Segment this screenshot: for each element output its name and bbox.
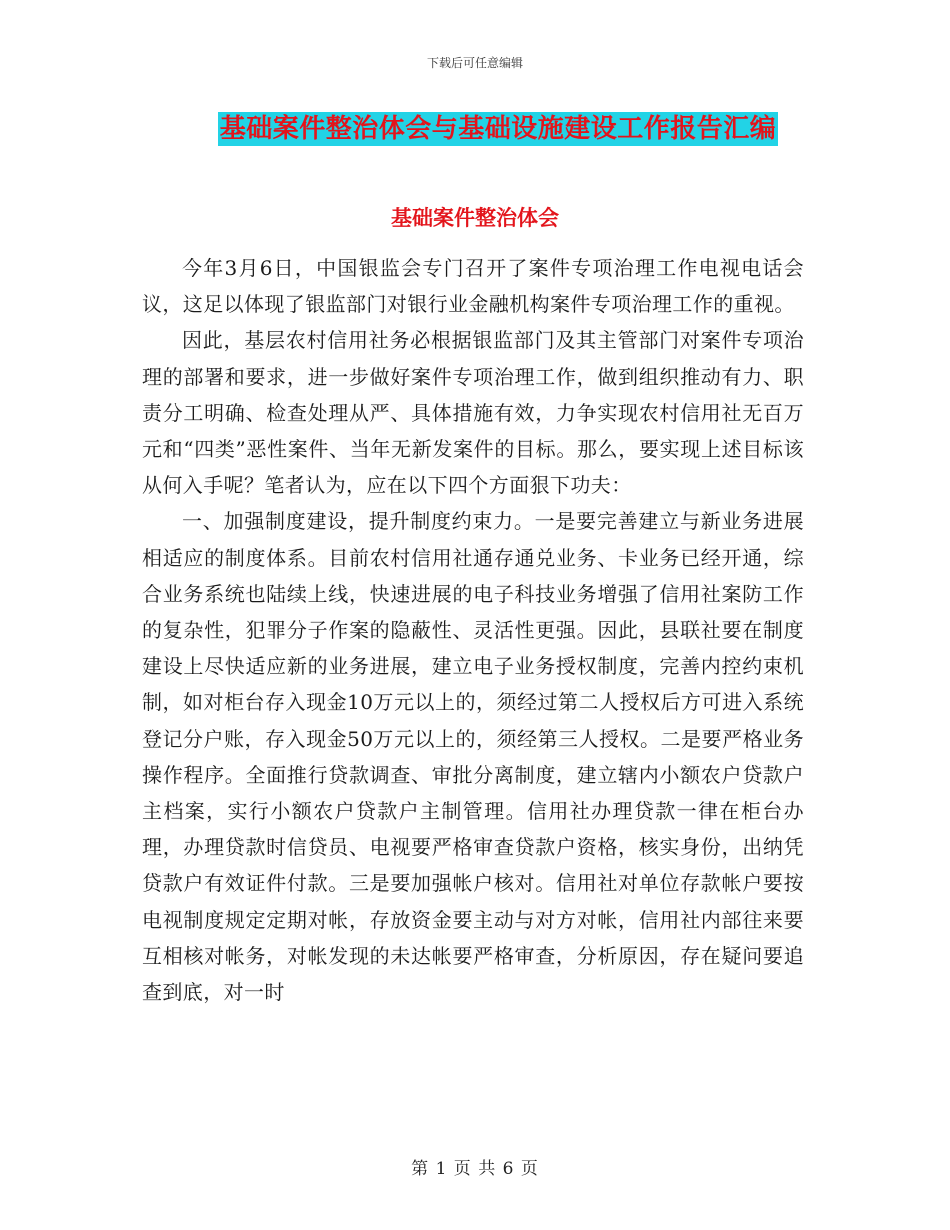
section-title: 基础案件整治体会 [391, 206, 559, 230]
page-footer: 第 1 页 共 6 页 [411, 1159, 539, 1179]
main-title: 基础案件整治体会与基础设施建设工作报告汇编 [219, 114, 777, 144]
paragraph: 今年3月6日，中国银监会专门召开了案件专项治理工作电视电话会议，这足以体现了银监部门对银行业金融机构案件专项治理工作的重视。 [142, 256, 804, 317]
paragraph: 一、加强制度建设，提升制度约束力。一是要完善建立与新业务进展相适应的制度体系。目前农村信用社通存通兑业务、卡业务已经开通，综合业务系统也陆续上线，快速进展的电子科技业务增强了信用社案防工作的复杂性，犯罪分子作案的隐蔽性、灵活性更强。因此，县联社要在制度建设上尽快适应新的业务进展，建立电子业务授权制度，完善内控约束机制，如对柜台存入现金10万元以上的，须经过第二人授权后方可进入系统登记分户账，存入现金50万元以上的，须经第三人授权。二是要严格业务操作程序。全面推行贷款调查、审批分离制度，建立辖内小额农户贷款户主档案，实行小额农户贷款户主制管理。信用社办理贷款一律在柜台办理，办理贷款时信贷员、电视要严格审查贷款户资格，核实身份，出纳凭贷款户有效证件付款。三是要加强帐户核对。信用社对单位存款帐户要按电视制度规定定期对帐，存放资金要主动与对方对帐，信用社内部往来要互相核对帐务，对帐发现的未达帐要严格审查，分析原因，存在疑问要追查到底，对一时 [142, 509, 804, 1005]
body-text [142, 250, 804, 1010]
paragraph: 因此，基层农村信用社务必根据银监部门及其主管部门对案件专项治理的部署和要求，进一步做好案件专项治理工作，做到组织推动有力、职责分工明确、检查处理从严、具体措施有效，力争实现农村信用社无百万元和“四类”恶性案件、当年无新发案件的目标。那么，要实现上述目标该从何入手呢？笔者认为，应在以下四个方面狠下功夫： [142, 328, 804, 498]
header-note: 下载后可任意编辑 [426, 56, 523, 70]
main-title-container [0, 112, 950, 146]
